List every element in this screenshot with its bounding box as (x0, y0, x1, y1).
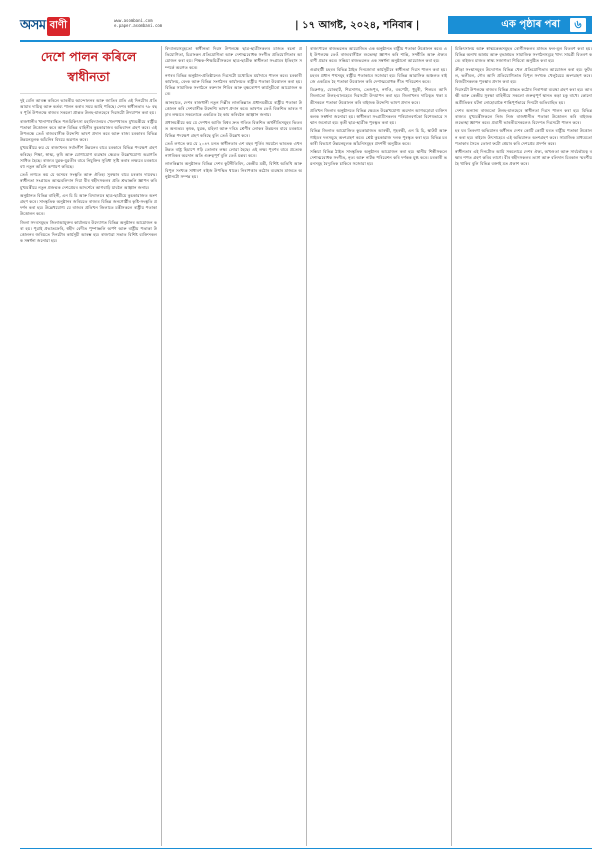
masthead-rule (20, 40, 592, 42)
article-paragraph: বিদ্যালয়সমূহতো স্বাধীনতা দিৱস উপলক্ষে ছাত্ৰ-ছাত্ৰীসকলৰ মাজত ৰচনা প্ৰতিযোগিতা, চিত্ৰাংকন প্ৰতিযোগিতা আৰু দেশাত্মবোধক সংগীত প্ৰতিযোগিতাৰ আয়োজন কৰা হয়। শিক্ষক-শিক্ষয়িত্ৰীসকলে ছাত্ৰ-ছাত্ৰীক স্বাধীনতা সংগ্ৰামৰ ইতিহাস সম্পৰ্কে অৱগত কৰে। (165, 46, 302, 70)
article-paragraph: সন্ধিয়া বিভিন্ন ঠাইত সাংস্কৃতিক অনুষ্ঠানৰ আয়োজন কৰা হয়। স্থানীয় শিল্পীসকলে দেশাত্মবোধক সংগীত, নৃত্য আৰু নাটক পৰিৱেশন কৰি দৰ্শকক মুগ্ধ কৰে। চৰকাৰী ভৱনসমূহ বৈদ্যুতিক চাকিৰে সজোৱা হয়। (310, 149, 447, 167)
article-headline: দেশে পালন কৰিলে স্বাধীনতা (20, 46, 157, 94)
article-paragraph: জিলা সদৰসমূহত জিলাআয়ুক্তৰ কাৰ্যালয়ৰ উদ্যোগত বিভিন্ন অনুষ্ঠানৰ আয়োজন কৰা হয়। পুৱাই প্ৰভাতফেৰি, শ্বহীদ বেদীত পুষ্পাঞ্জলি অৰ্পণ আৰু ৰাষ্ট্ৰীয় পতাকা উত্তোলনৰ জৰিয়তে দিনটোৰ কাৰ্যসূচী আৰম্ভ হয়। ৰাজহুৱা সভাত বিশিষ্ট ব্যক্তিসকলক সম্বৰ্ধনা জনোৱা হয়। (20, 219, 157, 244)
column-3 (310, 46, 447, 846)
column-1 (20, 46, 157, 846)
article-paragraph: ক্ৰীড়া সংস্থাসমূহৰ উদ্যোগত বিভিন্ন খেল প্ৰতিযোগিতাৰ আয়োজন কৰা হয়। ফুটবল, ভলীবল, দৌৰ আদি প্ৰতিযোগিতাত বিপুল সংখ্যক খেলুৱৈয়ে অংশগ্ৰহণ কৰে। বিজয়ীসকলক পুৰস্কাৰ প্ৰদান কৰা হয়। (455, 66, 592, 85)
web-links (114, 18, 162, 28)
newspaper-logo[interactable] (20, 16, 70, 36)
article-paragraph: স্বাধীনতাৰ এই দিনটোত আমি সকলোৱে দেশৰ ঐক্য, অখণ্ডতা আৰু সাৰ্বভৌমত্ব ৰক্ষাৰ শপত গ্ৰহণ কৰিব লাগে। বীৰ শ্বহীদসকলৰ ত্যাগ আৰু বলিদান চিৰকাল স্মৰণীয় হৈ থাকিব বুলি বিভিন্ন বক্তাই মত প্ৰকাশ কৰে। (455, 149, 592, 167)
article-paragraph: চিকিৎসালয় আৰু স্বাস্থ্যকেন্দ্ৰসমূহত ৰোগীসকলৰ মাজত ফল-মূল বিতৰণ কৰা হয়। বিভিন্ন অনাথ আশ্ৰম আৰু বৃদ্ধাশ্ৰমত সামাজিক সংগঠনসমূহে খাদ্য সামগ্ৰী বিতৰণ কৰে। ৰাইজৰ মাজত স্বাস্থ্য সজাগতা শিবিৰো অনুষ্ঠিত কৰা হয়। (455, 46, 592, 64)
article-paragraph: নগৰৰ বিভিন্ন অনুষ্ঠান-প্ৰতিষ্ঠানেও দিৱসটো যথোচিত মৰ্যাদাৰে পালন কৰে। চৰকাৰী কাৰ্যালয়, বেংক আৰু বিভিন্ন সংগঠনৰ কাৰ্যালয়ত ৰাষ্ট্ৰীয় পতাকা উত্তোলন কৰা হয়। বিভিন্ন সামাজিক সংগঠনে ৰক্তদান শিবিৰ আৰু বৃক্ষৰোপণ কাৰ্যসূচীৰো আয়োজন কৰে। (165, 72, 302, 97)
footer-rule (20, 848, 592, 849)
article-paragraph: হৰ ঘৰ তিৰংগা অভিযানৰ অধীনত দেশৰ কোটি কোটি ঘৰত ৰাষ্ট্ৰীয় পতাকা উত্তোলন কৰা হয়। ৰাইজে উৎসাহেৰে এই অভিযানত অংশগ্ৰহণ কৰে। সামাজিক মাধ্যমতো পতাকাৰ সৈতে তোলা ফটো শ্বেয়াৰ কৰি দেশপ্ৰেম প্ৰদৰ্শন কৰে। (455, 128, 592, 146)
article-paragraph: বিভিন্ন জিলাত আয়োজিত কুচকাৱাজত আৰক্ষী, গৃহৰক্ষী, এন চি চি, স্কাউট আৰু গাইডৰ দলসমূহে অংশগ্ৰহণ কৰে। শ্ৰেষ্ঠ কুচকাৱাজ দলক পুৰস্কৃত কৰা হয়। বিভিন্ন চৰকাৰী বিভাগে উন্নয়নমূলক আঁচনিসমূহৰ প্ৰদৰ্শনী অনুষ্ঠিত কৰে। (310, 128, 447, 146)
article-paragraph: আনহাতে, দেশৰ ৰাজধানী নতুন দিল্লীৰ লালকিল্লাত প্ৰধানমন্ত্ৰীয়ে ৰাষ্ট্ৰীয় পতাকা উত্তোলন কৰি দেশবাসীক উদ্দেশ্যি ভাষণ প্ৰদান কৰে। ভাষণত তেওঁ বিকশিত ভাৰত গঢ়াৰ লক্ষ্যৰে সকলোকে একত্ৰিত হৈ কাম কৰিবলৈ আহ্বান জনায়। (165, 99, 302, 118)
article-paragraph: গুৱাহাটী চহৰৰ বিভিন্ন ঠাইত দিনজোৰা কাৰ্যসূচীৰে স্বাধীনতা দিৱস পালন কৰা হয়। চহৰৰ প্ৰধান পথসমূহ ৰাষ্ট্ৰীয় পতাকাৰে সজোৱা হয়। বিভিন্ন আৱাসিক অঞ্চলত ৰাইজে একত্ৰিত হৈ পতাকা উত্তোলন কৰি দেশাত্মবোধক গীত পৰিৱেশন কৰে। (310, 66, 447, 85)
page-tag (448, 16, 592, 34)
article-columns (20, 46, 592, 846)
article-paragraph: দেশৰ অন্যান্য ৰাজ্যতো উলহ-মালহেৰে স্বাধীনতা দিৱস পালন কৰা হয়। বিভিন্ন ৰাজ্যৰ মুখ্যমন্ত্ৰীসকলে নিজ নিজ ৰাজধানীত পতাকা উত্তোলন কৰি ৰাইজক শুভেচ্ছা জ্ঞাপন কৰে। প্ৰবাসী ভাৰতীয়সকলেও বিদেশত দিৱসটো পালন কৰে। (455, 107, 592, 126)
column-2 (165, 46, 302, 846)
article-paragraph: প্ৰতিখন জিলাৰ অনুষ্ঠানতে বিভিন্ন ক্ষেত্ৰত উল্লেখযোগ্য অৱদান আগবঢ়োৱা ব্যক্তিসকলক সম্বৰ্ধনা জনোৱা হয়। স্বাধীনতা সংগ্ৰামীসকলৰ পৰিয়ালবৰ্গকো বিশেষভাৱে সন্মান জনোৱা হয়। কৃতী ছাত্ৰ-ছাত্ৰীক পুৰস্কৃত কৰা হয়। (310, 107, 447, 126)
column-divider (451, 46, 452, 846)
article-paragraph: লালকিল্লাৰ অনুষ্ঠানত বিভিন্ন দেশৰ কূটনীতিবিদ, কেন্দ্ৰীয় মন্ত্ৰী, বিশিষ্ট অতিথি আৰু বিপুল সংখ্যক সাধাৰণ ৰাইজ উপস্থিত থাকে। নিৰাপত্তাৰ কঠোৰ ব্যৱস্থাৰ মাজতে অনুষ্ঠানটো সম্পন্ন হয়। (165, 161, 302, 179)
article-paragraph: তেওঁ লগতে কয় যে ২০৪৭ চনত স্বাধীনতাৰ এশ বছৰ পূৰ্তিৰ সময়লৈ ভাৰতক এখন উন্নত ৰাষ্ট্ৰ হিচাপে গঢ়ি তোলাৰ লক্ষ্য লোৱা হৈছে। এই লক্ষ্য পূৰণৰ বাবে প্ৰত্যেক নাগৰিকৰ অৱদান অতি গুৰুত্বপূৰ্ণ বুলি তেওঁ মন্তব্য কৰে। (165, 140, 302, 159)
article-paragraph: ৰাজধানীৰ খানাপাৰাস্থিত পশুচিকিৎসা মহাবিদ্যালয়ৰ খেলপথাৰত মুখ্যমন্ত্ৰীয়ে ৰাষ্ট্ৰীয় পতাকা উত্তোলন কৰে আৰু বিভিন্ন বাহিনীৰ কুচকাৱাজৰ অভিবাদন গ্ৰহণ কৰে। এই উপলক্ষে তেওঁ ৰাজ্যবাসীক উদ্দেশ্যি ভাষণ প্ৰদান কৰে আৰু ৰাজ্য চৰকাৰৰ বিভিন্ন উন্নয়নমূলক আঁচনিৰ বিষয়ে অৱগত কৰে। (20, 118, 157, 143)
page-tag-label: এক পৃষ্ঠাৰ পৰা (501, 18, 560, 30)
masthead (20, 16, 592, 38)
article-paragraph: অনুষ্ঠানত বিভিন্ন বাহিনী, এন চি চি আৰু বিদ্যালয়ৰ ছাত্ৰ-ছাত্ৰীয়ে কুচকাৱাজত অংশগ্ৰহণ কৰে। সাংস্কৃতিক অনুষ্ঠানৰ জৰিয়তে ৰাজ্যৰ বিভিন্ন জনগোষ্ঠীৰ কৃষ্টি-সংস্কৃতি প্ৰদৰ্শন কৰা হয়। উল্লেখযোগ্য যে ৰাজ্যৰ প্ৰতিখন জিলাতে মন্ত্ৰীসকলে ৰাষ্ট্ৰীয় পতাকা উত্তোলন কৰে। (20, 192, 157, 217)
website-link[interactable]: www.asombani.com (114, 18, 153, 23)
column-divider (306, 46, 307, 846)
epaper-link[interactable]: e.paper.asombani.com (114, 23, 163, 28)
logo-accent-text: বাণী (47, 17, 70, 36)
article-paragraph: ৰাজ্যপালে ৰাজভৱনত আয়োজিত এক অনুষ্ঠানত ৰাষ্ট্ৰীয় পতাকা উত্তোলন কৰে। এই উপলক্ষে তেওঁ ৰাজ্যবাসীলৈ শুভেচ্ছা জ্ঞাপন কৰি শান্তি, সম্প্ৰীতি আৰু ঐক্যৰ বাণী প্ৰচাৰ কৰে। সন্ধিয়া ৰাজভৱনত এক সম্বৰ্ধনা অনুষ্ঠানো আয়োজন কৰা হয়। (310, 46, 447, 64)
column-divider (161, 46, 162, 846)
article-paragraph: প্ৰধানমন্ত্ৰীয়ে কয় যে দেশখন আজি বিশ্বৰ দ্ৰুত গতিত বিকশিত অৰ্থনীতিসমূহৰ ভিতৰত অন্যতম। কৃষক, যুৱক, মহিলা আৰু দৰিদ্ৰ শ্ৰেণীৰ লোকৰ উন্নয়নৰ বাবে চৰকাৰে বিভিন্ন পদক্ষেপ গ্ৰহণ কৰিছে বুলি তেওঁ উল্লেখ কৰে। (165, 120, 302, 138)
article-paragraph: মুখ্যমন্ত্ৰীয়ে কয় যে ৰাজ্যখনৰ সৰ্বাংগীণ উন্নয়নৰ বাবে চৰকাৰে বিভিন্ন পদক্ষেপ গ্ৰহণ কৰিছে। শিক্ষা, স্বাস্থ্য, কৃষি আৰু যোগাযোগ ব্যৱস্থাৰ ক্ষেত্ৰত উল্লেখযোগ্য অগ্ৰগতি সাধিত হৈছে। ৰাজ্যৰ যুৱক-যুৱতীৰ বাবে নিযুক্তিৰ সুবিধা সৃষ্টি কৰাৰ লক্ষ্যৰে চৰকাৰে বহু নতুন আঁচনি ৰূপায়ণ কৰিছে। (20, 145, 157, 170)
article-paragraph: তেওঁ লগতে কয় যে অসমৰ সংস্কৃতি আৰু ঐতিহ্য সুৰক্ষাৰ বাবে চৰকাৰ দায়বদ্ধ। স্বাধীনতা সংগ্ৰামত আত্মবলিদান দিয়া বীৰ শ্বহীদসকলৰ প্ৰতি শ্ৰদ্ধাঞ্জলি জ্ঞাপন কৰি মুখ্যমন্ত্ৰীয়ে নতুন প্ৰজন্মক দেশপ্ৰেমৰ আদৰ্শেৰে আগবাঢ়ি যাবলৈ আহ্বান জনায়। (20, 172, 157, 190)
dateline: | ১৭ আগষ্ট, ২০২৪, শনিবাৰ | (295, 20, 420, 31)
page-number: ৬ (570, 18, 586, 32)
column-4 (455, 46, 592, 846)
article-paragraph: ডিব্ৰুগড়, যোৰহাট, শিৱসাগৰ, তেজপুৰ, নগাঁও, বৰপেটা, ধুবুৰী, শিলচৰ আদি জিলাতো উলহ-মালহেৰে দিৱসটো উদযাপন কৰা হয়। জিলাখনৰ দায়িত্বত থকা মন্ত্ৰীসকলে পতাকা উত্তোলন কৰি ৰাইজক উদ্দেশ্যি ভাষণ প্ৰদান কৰে। (310, 87, 447, 105)
article-paragraph: দুই বেলি আৰম্ভ কৰিলে ভাৰতীয় আন্দোলনৰ আৰু জাতিৰ প্ৰতি এই দিনটোৰ প্ৰতি আমাৰ দায়িত্ব আৰু কৰ্তব্য পালন কৰাৰ সময় আহি পৰিছে। দেশৰ স্বাধীনতাৰ ৭৮ বছৰ পূৰ্তি উপলক্ষে ৰাজ্যৰ সকলো প্ৰান্তত উলহ-মালহেৰে দিৱসটো উদযাপন কৰা হয়। (20, 98, 157, 116)
logo-main-text: অসম (20, 17, 46, 33)
article-paragraph: দিৱসটো উপলক্ষে ৰাজ্যৰ বিভিন্ন প্ৰান্তত কঠোৰ নিৰাপত্তা ব্যৱস্থা গ্ৰহণ কৰা হয়। আৰক্ষী আৰু কেন্দ্ৰীয় সুৰক্ষা বাহিনীয়ে সকলো গুৰুত্বপূৰ্ণ স্থানত কড়া চকু ৰাখে। কোনো অপ্ৰীতিকৰ ঘটনা নোহোৱাকৈ শান্তিপূৰ্ণভাৱে দিনটো অতিবাহিত হয়। (455, 87, 592, 105)
